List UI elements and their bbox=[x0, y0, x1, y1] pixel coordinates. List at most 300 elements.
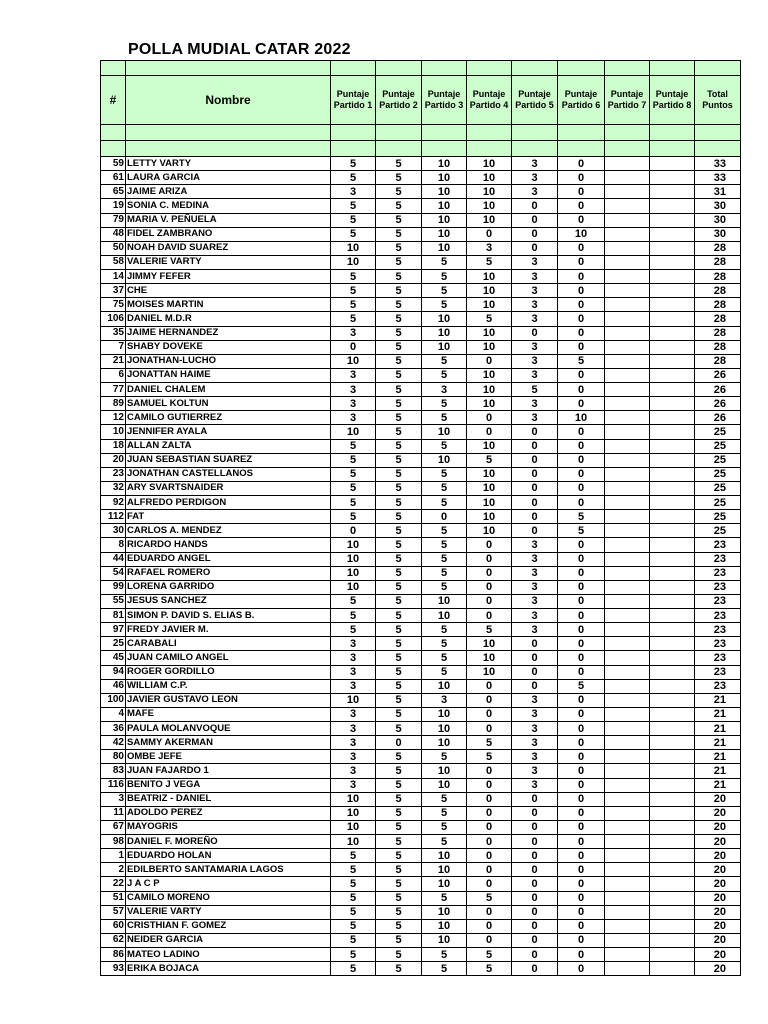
row-p7 bbox=[605, 764, 650, 778]
row-num: 44 bbox=[101, 552, 126, 566]
row-p5: 3 bbox=[512, 397, 558, 411]
row-p4: 0 bbox=[467, 905, 512, 919]
row-name: JAVIER GUSTAVO LEON bbox=[126, 693, 331, 707]
col-header-partido-4: Puntaje Partido 4 bbox=[467, 76, 512, 125]
col-header-total: Total Puntos bbox=[695, 76, 741, 125]
row-name: FREDY JAVIER M. bbox=[126, 623, 331, 637]
row-total: 30 bbox=[695, 213, 741, 227]
row-p8 bbox=[650, 580, 695, 594]
row-name: EDUARDO ANGEL bbox=[126, 552, 331, 566]
row-p8 bbox=[650, 453, 695, 467]
row-p2: 5 bbox=[376, 750, 422, 764]
row-p6: 0 bbox=[558, 255, 605, 269]
row-p4: 0 bbox=[467, 722, 512, 736]
row-p3: 5 bbox=[422, 298, 467, 312]
row-p3: 5 bbox=[422, 651, 467, 665]
row-p1: 3 bbox=[331, 368, 376, 382]
row-total: 21 bbox=[695, 778, 741, 792]
row-p2: 5 bbox=[376, 397, 422, 411]
row-p4: 0 bbox=[467, 552, 512, 566]
row-p5: 0 bbox=[512, 241, 558, 255]
row-p6: 0 bbox=[558, 707, 605, 721]
row-total: 23 bbox=[695, 594, 741, 608]
row-p1: 3 bbox=[331, 411, 376, 425]
row-p7 bbox=[605, 312, 650, 326]
row-p1: 5 bbox=[331, 171, 376, 185]
row-num: 18 bbox=[101, 439, 126, 453]
row-name: JAIME ARIZA bbox=[126, 185, 331, 199]
row-total: 26 bbox=[695, 368, 741, 382]
row-p7 bbox=[605, 340, 650, 354]
col-header-partido-5: Puntaje Partido 5 bbox=[512, 76, 558, 125]
row-p1: 5 bbox=[331, 905, 376, 919]
row-p7 bbox=[605, 919, 650, 933]
row-total: 23 bbox=[695, 552, 741, 566]
row-p7 bbox=[605, 849, 650, 863]
row-p5: 0 bbox=[512, 863, 558, 877]
page-title: POLLA MUDIAL CATAR 2022 bbox=[128, 41, 351, 58]
row-p8 bbox=[650, 693, 695, 707]
row-p3: 3 bbox=[422, 693, 467, 707]
row-p2: 5 bbox=[376, 919, 422, 933]
row-name: ADOLDO PEREZ bbox=[126, 806, 331, 820]
row-p3: 5 bbox=[422, 397, 467, 411]
row-p4: 10 bbox=[467, 199, 512, 213]
row-p1: 5 bbox=[331, 933, 376, 947]
row-p1: 10 bbox=[331, 806, 376, 820]
row-p5: 0 bbox=[512, 510, 558, 524]
row-p5: 0 bbox=[512, 891, 558, 905]
row-p8 bbox=[650, 227, 695, 241]
table-row bbox=[101, 609, 741, 623]
table-row bbox=[101, 538, 741, 552]
row-p6: 0 bbox=[558, 185, 605, 199]
row-name: SIMON P. DAVID S. ELIAS B. bbox=[126, 609, 331, 623]
table-row bbox=[101, 298, 741, 312]
row-p7 bbox=[605, 453, 650, 467]
row-p5: 0 bbox=[512, 835, 558, 849]
row-p3: 10 bbox=[422, 425, 467, 439]
row-p8 bbox=[650, 736, 695, 750]
row-p5: 0 bbox=[512, 820, 558, 834]
row-p2: 5 bbox=[376, 368, 422, 382]
row-num: 106 bbox=[101, 312, 126, 326]
table-row bbox=[101, 962, 741, 976]
row-name: OMBE JEFE bbox=[126, 750, 331, 764]
row-p6: 0 bbox=[558, 425, 605, 439]
row-p4: 10 bbox=[467, 397, 512, 411]
row-total: 20 bbox=[695, 962, 741, 976]
row-total: 25 bbox=[695, 467, 741, 481]
row-p8 bbox=[650, 241, 695, 255]
row-p2: 5 bbox=[376, 566, 422, 580]
row-p7 bbox=[605, 778, 650, 792]
row-p5: 3 bbox=[512, 255, 558, 269]
row-p3: 10 bbox=[422, 933, 467, 947]
row-p7 bbox=[605, 933, 650, 947]
row-num: 57 bbox=[101, 905, 126, 919]
row-num: 94 bbox=[101, 665, 126, 679]
row-p6: 0 bbox=[558, 835, 605, 849]
row-p6: 0 bbox=[558, 340, 605, 354]
row-p8 bbox=[650, 340, 695, 354]
row-total: 25 bbox=[695, 425, 741, 439]
row-p6: 0 bbox=[558, 905, 605, 919]
table-row bbox=[101, 171, 741, 185]
row-p5: 0 bbox=[512, 637, 558, 651]
row-num: 67 bbox=[101, 820, 126, 834]
row-p8 bbox=[650, 820, 695, 834]
row-p1: 3 bbox=[331, 722, 376, 736]
row-num: 89 bbox=[101, 397, 126, 411]
row-p8 bbox=[650, 284, 695, 298]
row-p2: 5 bbox=[376, 298, 422, 312]
row-p8 bbox=[650, 849, 695, 863]
row-p5: 0 bbox=[512, 948, 558, 962]
row-name: MAFE bbox=[126, 707, 331, 721]
row-p8 bbox=[650, 354, 695, 368]
row-p1: 5 bbox=[331, 594, 376, 608]
row-p7 bbox=[605, 820, 650, 834]
table-row bbox=[101, 736, 741, 750]
row-name: JONATHAN-LUCHO bbox=[126, 354, 331, 368]
row-name: JAIME HERNANDEZ bbox=[126, 326, 331, 340]
row-p2: 5 bbox=[376, 877, 422, 891]
row-p2: 5 bbox=[376, 849, 422, 863]
row-name: MAYOGRIS bbox=[126, 820, 331, 834]
row-p5: 0 bbox=[512, 213, 558, 227]
row-p7 bbox=[605, 707, 650, 721]
row-p6: 0 bbox=[558, 594, 605, 608]
row-p7 bbox=[605, 284, 650, 298]
row-p8 bbox=[650, 609, 695, 623]
table-row bbox=[101, 594, 741, 608]
row-p5: 0 bbox=[512, 467, 558, 481]
row-name: JONATHAN CASTELLANOS bbox=[126, 467, 331, 481]
row-p8 bbox=[650, 255, 695, 269]
row-total: 31 bbox=[695, 185, 741, 199]
row-p5: 3 bbox=[512, 368, 558, 382]
row-p1: 10 bbox=[331, 792, 376, 806]
row-p5: 3 bbox=[512, 778, 558, 792]
row-num: 21 bbox=[101, 354, 126, 368]
row-total: 25 bbox=[695, 524, 741, 538]
row-p3: 3 bbox=[422, 383, 467, 397]
row-p3: 5 bbox=[422, 284, 467, 298]
row-p5: 0 bbox=[512, 905, 558, 919]
table-row bbox=[101, 326, 741, 340]
row-p6: 0 bbox=[558, 496, 605, 510]
row-num: 12 bbox=[101, 411, 126, 425]
table-row bbox=[101, 524, 741, 538]
row-name: FIDEL ZAMBRANO bbox=[126, 227, 331, 241]
row-p1: 5 bbox=[331, 849, 376, 863]
row-name: ERIKA BOJACA bbox=[126, 962, 331, 976]
row-p5: 0 bbox=[512, 849, 558, 863]
row-p4: 10 bbox=[467, 467, 512, 481]
row-p2: 5 bbox=[376, 905, 422, 919]
row-p4: 0 bbox=[467, 764, 512, 778]
row-num: 55 bbox=[101, 594, 126, 608]
row-p8 bbox=[650, 566, 695, 580]
row-p5: 3 bbox=[512, 552, 558, 566]
row-name: CARLOS A. MENDEZ bbox=[126, 524, 331, 538]
table-row bbox=[101, 241, 741, 255]
row-p3: 5 bbox=[422, 368, 467, 382]
row-p7 bbox=[605, 298, 650, 312]
row-p5: 3 bbox=[512, 580, 558, 594]
row-name: EDUARDO HOLAN bbox=[126, 849, 331, 863]
table-row bbox=[101, 213, 741, 227]
table-row bbox=[101, 580, 741, 594]
row-p5: 5 bbox=[512, 383, 558, 397]
row-total: 25 bbox=[695, 496, 741, 510]
row-num: 59 bbox=[101, 157, 126, 171]
row-p2: 5 bbox=[376, 580, 422, 594]
row-p8 bbox=[650, 778, 695, 792]
row-num: 30 bbox=[101, 524, 126, 538]
table-row bbox=[101, 467, 741, 481]
row-total: 20 bbox=[695, 905, 741, 919]
row-p2: 5 bbox=[376, 609, 422, 623]
row-p1: 3 bbox=[331, 707, 376, 721]
row-p2: 5 bbox=[376, 425, 422, 439]
row-p3: 5 bbox=[422, 623, 467, 637]
row-p8 bbox=[650, 298, 695, 312]
row-name: BENITO J VEGA bbox=[126, 778, 331, 792]
row-name: MATEO LADINO bbox=[126, 948, 331, 962]
row-p2: 5 bbox=[376, 820, 422, 834]
row-p5: 0 bbox=[512, 199, 558, 213]
row-p4: 5 bbox=[467, 255, 512, 269]
row-num: 36 bbox=[101, 722, 126, 736]
row-p7 bbox=[605, 665, 650, 679]
table-row bbox=[101, 750, 741, 764]
row-p7 bbox=[605, 467, 650, 481]
row-p3: 10 bbox=[422, 905, 467, 919]
row-p7 bbox=[605, 736, 650, 750]
row-total: 33 bbox=[695, 157, 741, 171]
row-p2: 5 bbox=[376, 552, 422, 566]
row-total: 20 bbox=[695, 806, 741, 820]
row-total: 20 bbox=[695, 792, 741, 806]
row-p2: 5 bbox=[376, 496, 422, 510]
table-row bbox=[101, 933, 741, 947]
row-p3: 10 bbox=[422, 764, 467, 778]
row-p7 bbox=[605, 905, 650, 919]
row-p7 bbox=[605, 806, 650, 820]
row-p2: 5 bbox=[376, 467, 422, 481]
row-num: 83 bbox=[101, 764, 126, 778]
row-p7 bbox=[605, 241, 650, 255]
table-row bbox=[101, 792, 741, 806]
row-p3: 10 bbox=[422, 312, 467, 326]
row-total: 20 bbox=[695, 835, 741, 849]
row-p3: 10 bbox=[422, 185, 467, 199]
row-p8 bbox=[650, 594, 695, 608]
header-spacer-row bbox=[101, 61, 741, 76]
row-p5: 0 bbox=[512, 665, 558, 679]
row-p1: 5 bbox=[331, 298, 376, 312]
row-p8 bbox=[650, 750, 695, 764]
row-name: BEATRIZ - DANIEL bbox=[126, 792, 331, 806]
row-p4: 10 bbox=[467, 340, 512, 354]
table-row bbox=[101, 764, 741, 778]
row-p7 bbox=[605, 750, 650, 764]
row-p4: 0 bbox=[467, 919, 512, 933]
row-p1: 5 bbox=[331, 948, 376, 962]
row-total: 23 bbox=[695, 580, 741, 594]
row-name: LORENA GARRIDO bbox=[126, 580, 331, 594]
row-p3: 10 bbox=[422, 707, 467, 721]
header-blank-row bbox=[101, 125, 741, 141]
row-p4: 10 bbox=[467, 270, 512, 284]
row-p2: 5 bbox=[376, 340, 422, 354]
row-p7 bbox=[605, 566, 650, 580]
row-total: 20 bbox=[695, 877, 741, 891]
row-total: 28 bbox=[695, 241, 741, 255]
row-name: CAMILO GUTIERREZ bbox=[126, 411, 331, 425]
row-p7 bbox=[605, 481, 650, 495]
row-p4: 5 bbox=[467, 750, 512, 764]
row-p8 bbox=[650, 481, 695, 495]
row-p2: 5 bbox=[376, 227, 422, 241]
row-p6: 0 bbox=[558, 383, 605, 397]
table-row bbox=[101, 905, 741, 919]
row-p3: 5 bbox=[422, 665, 467, 679]
row-p1: 5 bbox=[331, 481, 376, 495]
row-p2: 5 bbox=[376, 270, 422, 284]
row-p3: 5 bbox=[422, 538, 467, 552]
row-p2: 5 bbox=[376, 510, 422, 524]
row-p8 bbox=[650, 199, 695, 213]
row-p7 bbox=[605, 594, 650, 608]
row-name: SONIA C. MEDINA bbox=[126, 199, 331, 213]
row-p5: 3 bbox=[512, 185, 558, 199]
row-num: 97 bbox=[101, 623, 126, 637]
row-p3: 5 bbox=[422, 255, 467, 269]
row-name: ALLAN ZALTA bbox=[126, 439, 331, 453]
row-total: 30 bbox=[695, 199, 741, 213]
row-p7 bbox=[605, 368, 650, 382]
row-p6: 0 bbox=[558, 736, 605, 750]
row-num: 19 bbox=[101, 199, 126, 213]
row-p1: 5 bbox=[331, 439, 376, 453]
row-num: 22 bbox=[101, 877, 126, 891]
row-p1: 5 bbox=[331, 270, 376, 284]
row-p1: 3 bbox=[331, 185, 376, 199]
row-p8 bbox=[650, 439, 695, 453]
row-p4: 10 bbox=[467, 171, 512, 185]
row-p1: 3 bbox=[331, 397, 376, 411]
row-p5: 0 bbox=[512, 496, 558, 510]
row-p1: 10 bbox=[331, 820, 376, 834]
row-p2: 5 bbox=[376, 623, 422, 637]
table-row bbox=[101, 693, 741, 707]
row-p7 bbox=[605, 524, 650, 538]
table-row bbox=[101, 397, 741, 411]
col-header-partido-1: Puntaje Partido 1 bbox=[331, 76, 376, 125]
row-p3: 10 bbox=[422, 171, 467, 185]
row-p3: 10 bbox=[422, 199, 467, 213]
row-p5: 3 bbox=[512, 157, 558, 171]
row-p7 bbox=[605, 397, 650, 411]
row-p4: 10 bbox=[467, 157, 512, 171]
row-p8 bbox=[650, 933, 695, 947]
row-total: 23 bbox=[695, 665, 741, 679]
row-p2: 5 bbox=[376, 778, 422, 792]
row-p4: 5 bbox=[467, 736, 512, 750]
row-name: FAT bbox=[126, 510, 331, 524]
row-p4: 5 bbox=[467, 312, 512, 326]
table-row bbox=[101, 722, 741, 736]
row-p6: 0 bbox=[558, 580, 605, 594]
row-p4: 10 bbox=[467, 510, 512, 524]
row-p1: 5 bbox=[331, 467, 376, 481]
row-p1: 5 bbox=[331, 863, 376, 877]
header-blank-row bbox=[101, 141, 741, 157]
row-p2: 5 bbox=[376, 764, 422, 778]
row-total: 20 bbox=[695, 933, 741, 947]
row-p6: 0 bbox=[558, 637, 605, 651]
row-p4: 0 bbox=[467, 693, 512, 707]
row-num: 8 bbox=[101, 538, 126, 552]
col-header-partido-3: Puntaje Partido 3 bbox=[422, 76, 467, 125]
row-p5: 3 bbox=[512, 312, 558, 326]
row-p8 bbox=[650, 679, 695, 693]
table-row bbox=[101, 227, 741, 241]
row-p3: 10 bbox=[422, 722, 467, 736]
row-name: DANIEL F. MOREÑO bbox=[126, 835, 331, 849]
row-p1: 3 bbox=[331, 750, 376, 764]
row-name: DANIEL CHALEM bbox=[126, 383, 331, 397]
row-p6: 0 bbox=[558, 213, 605, 227]
row-p2: 5 bbox=[376, 213, 422, 227]
row-name: DANIEL M.D.R bbox=[126, 312, 331, 326]
row-p6: 10 bbox=[558, 227, 605, 241]
table-row bbox=[101, 806, 741, 820]
row-p2: 5 bbox=[376, 679, 422, 693]
row-p2: 5 bbox=[376, 284, 422, 298]
row-p5: 3 bbox=[512, 736, 558, 750]
row-p7 bbox=[605, 651, 650, 665]
row-p4: 5 bbox=[467, 948, 512, 962]
row-p6: 5 bbox=[558, 679, 605, 693]
row-p8 bbox=[650, 270, 695, 284]
row-total: 20 bbox=[695, 919, 741, 933]
row-name: JUAN FAJARDO 1 bbox=[126, 764, 331, 778]
row-p4: 0 bbox=[467, 566, 512, 580]
row-p4: 10 bbox=[467, 665, 512, 679]
row-p7 bbox=[605, 552, 650, 566]
table-row bbox=[101, 707, 741, 721]
row-p1: 0 bbox=[331, 340, 376, 354]
table-row bbox=[101, 778, 741, 792]
row-p5: 0 bbox=[512, 439, 558, 453]
row-num: 93 bbox=[101, 962, 126, 976]
row-num: 11 bbox=[101, 806, 126, 820]
row-p2: 5 bbox=[376, 863, 422, 877]
row-p6: 0 bbox=[558, 849, 605, 863]
row-p6: 0 bbox=[558, 453, 605, 467]
row-total: 23 bbox=[695, 538, 741, 552]
row-name: RICARDO HANDS bbox=[126, 538, 331, 552]
row-p2: 5 bbox=[376, 255, 422, 269]
row-p1: 5 bbox=[331, 312, 376, 326]
table-row bbox=[101, 835, 741, 849]
row-total: 28 bbox=[695, 298, 741, 312]
row-p7 bbox=[605, 948, 650, 962]
